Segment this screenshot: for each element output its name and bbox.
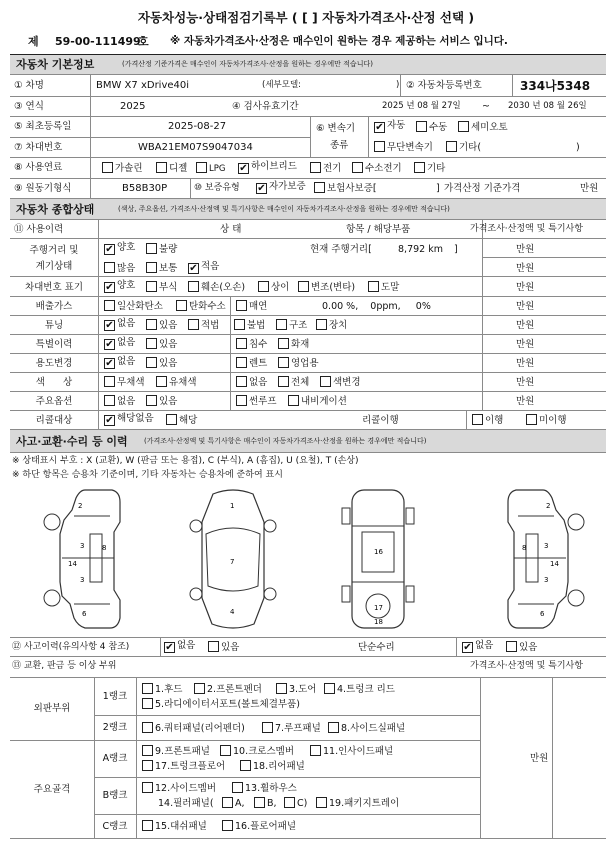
part-wheel-house[interactable]: 13.휠하우스	[232, 782, 297, 794]
vin-label: ⑦ 차대번호	[14, 142, 63, 153]
tuning-structure[interactable]: 구조	[276, 319, 307, 331]
inspection-to: 2030 년 08 월 26일	[508, 101, 587, 111]
tuning-label: 튜닝	[44, 320, 64, 331]
meter-good[interactable]: ✔양호	[104, 243, 135, 255]
transmission-label2: 종류	[330, 140, 349, 151]
part-front-panel[interactable]: 9.프론트패널	[142, 745, 210, 757]
basic-section-note: (가격산정 기준가격은 매수인이 자동차가격조사·산정을 원하는 경우에만 적습니다)	[122, 60, 373, 68]
warranty-label: ⑩ 보증유형	[194, 183, 240, 193]
checkbox-icon	[146, 281, 157, 292]
usage-change-label: 용도변경	[35, 358, 73, 369]
checkbox-icon	[146, 243, 157, 254]
checkbox-icon	[316, 319, 327, 330]
checkbox-checked-icon	[104, 415, 115, 426]
diagram-number: 7	[230, 558, 235, 566]
checkbox-icon	[142, 745, 153, 756]
checkbox-icon	[142, 683, 153, 694]
checkbox-icon	[188, 319, 199, 330]
options-yes[interactable]: 있음	[146, 395, 177, 407]
accident-history-label: ⑫ 사고이력(유의사항 4 참조)	[12, 642, 130, 652]
checkbox-icon	[446, 141, 457, 152]
part-package-tray[interactable]: 19.패키지트레이	[316, 797, 399, 809]
rank-b-label: B랭크	[102, 790, 128, 801]
inspection-period-label: ④ 검사유효기간	[232, 101, 299, 112]
color-price: 만원	[516, 377, 535, 388]
tuning-price: 만원	[516, 320, 535, 331]
accident-yes[interactable]: 있음	[208, 641, 239, 653]
recall-done-label: 리콜이행	[362, 415, 399, 426]
tuning-none[interactable]: ✔ 없음	[104, 319, 135, 331]
checkbox-icon	[316, 797, 327, 808]
options-navigation[interactable]: 내비게이션	[288, 395, 347, 407]
part-radiator-support[interactable]: 5.라디에이터서포트(볼트체결부품)	[142, 698, 300, 710]
checkbox-checked-icon	[104, 320, 115, 331]
vin-corrosion[interactable]: 부식	[146, 281, 177, 293]
diagram-number: 14	[550, 560, 559, 568]
car-right-side-diagram	[488, 486, 588, 632]
diagram-number: 17	[374, 604, 383, 612]
car-top-diagram	[188, 486, 278, 632]
base-price-unit: 만원	[580, 183, 599, 194]
trans-auto[interactable]: ✔자동	[374, 121, 405, 133]
car-frame-diagram	[338, 486, 418, 632]
base-price-label: 가격산정 기준가격	[444, 183, 521, 194]
checkbox-icon	[232, 782, 243, 793]
rank-c-label: C랭크	[102, 821, 128, 832]
checkbox-icon	[222, 797, 233, 808]
tuning-illegal[interactable]: 불법	[234, 319, 265, 331]
checkbox-icon	[176, 300, 187, 311]
checkbox-checked-icon	[104, 282, 115, 293]
usage-price: 만원	[516, 358, 535, 369]
mileage-price-1: 만원	[516, 244, 535, 255]
color-change-none[interactable]: 없음	[236, 376, 267, 388]
vin-mark-price: 만원	[516, 282, 535, 293]
transmission-label: ⑥ 변속기	[316, 123, 356, 134]
diagram-number: 8	[522, 544, 527, 552]
car-left-side-diagram	[40, 486, 140, 632]
checkbox-icon	[414, 162, 425, 173]
checkbox-icon	[278, 357, 289, 368]
checkbox-icon	[374, 141, 385, 152]
checkbox-icon	[416, 121, 427, 132]
vin: WBA21EM07S9047034	[138, 142, 253, 153]
vin-altered[interactable]: 변조(변타)	[298, 281, 355, 293]
pillar-c[interactable]: C)	[284, 797, 307, 809]
checkbox-checked-icon	[104, 339, 115, 350]
checkbox-checked-icon	[188, 263, 199, 274]
vin-smeared[interactable]: 도말	[368, 281, 399, 293]
options-label: 주요옵션	[35, 396, 73, 407]
checkbox-icon	[506, 641, 517, 652]
current-mileage: 8,792 km	[398, 244, 443, 255]
overall-section-note: (색상, 주요옵션, 가격조사·산정액 및 특기사항은 매수인이 자동차가격조사·산정을 원하는 경우에만 적습니다)	[118, 205, 450, 213]
checkbox-icon	[156, 376, 167, 387]
part-floor-panel[interactable]: 16.플로어패널	[222, 820, 296, 832]
engine-type-label: ⑨ 원동기형식	[14, 183, 72, 194]
checkbox-checked-icon	[374, 122, 385, 133]
simple-repair-label: 단순수리	[358, 642, 395, 653]
options-sunroof[interactable]: 썬루프	[236, 395, 277, 407]
checkbox-checked-icon	[164, 642, 175, 653]
accident-section-note: (가격조사·산정액 및 특기사항은 매수인이 자동차가격조사·산정을 원하는 경우에만 적습니다)	[144, 437, 427, 445]
vin-mark-label: 차대번호 표기	[24, 282, 84, 293]
checkbox-icon	[276, 683, 287, 694]
fuel-hydrogen[interactable]: 수소전기	[352, 162, 402, 174]
part-roof-panel[interactable]: 7.루프패널	[262, 722, 321, 734]
frame-price-unit: 만원	[530, 753, 549, 764]
inspection-from: 2025 년 08 월 27일	[382, 101, 461, 111]
checkbox-icon	[310, 745, 321, 756]
checkbox-icon	[298, 281, 309, 292]
special-history-label: 특별이력	[35, 339, 73, 350]
current-mileage-end: ]	[454, 244, 458, 255]
vin-damage[interactable]: 훼손(오손)	[188, 281, 245, 293]
checkbox-icon	[236, 357, 247, 368]
first-reg-date: 2025-08-27	[168, 121, 227, 132]
checkbox-icon	[320, 376, 331, 387]
outer-panel-label: 외판부위	[33, 703, 71, 714]
special-fire[interactable]: 화재	[278, 338, 309, 350]
part-cross-member[interactable]: 10.크로스멤버	[220, 745, 294, 757]
diagram-number: 4	[230, 608, 235, 616]
replacement-label: ⑬ 교환, 판금 등 이상 부위	[12, 661, 117, 671]
diagram-number: 2	[546, 502, 551, 510]
color-chromatic[interactable]: 유채색	[156, 376, 197, 388]
warranty-self[interactable]: ✔ 자가보증	[256, 182, 306, 194]
usage-yes[interactable]: 있음	[146, 357, 177, 369]
checkbox-icon	[104, 395, 115, 406]
diagram-number: 3	[544, 542, 549, 550]
tuning-legal[interactable]: 적법	[188, 319, 219, 331]
reg-no: 334나5348	[520, 79, 591, 93]
part-front-fender[interactable]: 2.프론트펜더	[194, 683, 262, 695]
pillar-b[interactable]: B,	[254, 797, 277, 809]
mileage-high[interactable]: 많음	[104, 262, 135, 274]
recall-na[interactable]: ✔ 해당없음	[104, 414, 154, 426]
vin-good[interactable]: ✔ 양호	[104, 281, 135, 293]
meter-bad[interactable]: 불량	[146, 243, 177, 255]
checkbox-icon	[288, 395, 299, 406]
fuel-other[interactable]: 기타	[414, 162, 445, 174]
part-dash-panel[interactable]: 15.대쉬패널	[142, 820, 207, 832]
color-label: 색 상	[35, 377, 73, 388]
vin-mismatch[interactable]: 상이	[258, 281, 289, 293]
engine-type: B58B30P	[122, 183, 168, 194]
checkbox-icon	[142, 722, 153, 733]
usage-rent[interactable]: 렌트	[236, 357, 267, 369]
fuel-diesel[interactable]: 디젤	[156, 162, 187, 174]
checkbox-icon	[310, 162, 321, 173]
fuel-hybrid[interactable]: ✔ 하이브리드	[238, 162, 297, 174]
diagram-number: 3	[80, 542, 85, 550]
trans-other-end: )	[576, 142, 580, 153]
checkbox-icon	[104, 300, 115, 311]
color-change[interactable]: 색변경	[320, 376, 361, 388]
record-no-suffix: 호	[138, 35, 149, 48]
checkbox-checked-icon	[104, 244, 115, 255]
model-year: 2025	[120, 101, 146, 112]
rank-2-label: 2랭크	[102, 722, 128, 733]
checkbox-icon	[236, 376, 247, 387]
inspection-tilde: ~	[482, 101, 490, 112]
form-title: 자동차성능·상태점검기록부 ( [ ] 자동차가격조사·산정 선택 )	[137, 10, 475, 25]
options-price: 만원	[516, 396, 535, 407]
checkbox-icon	[526, 414, 537, 425]
checkbox-icon	[194, 683, 205, 694]
pillar-panel-label: 14.필러패널(	[158, 798, 214, 809]
emission-smoke[interactable]: 매연	[236, 300, 267, 312]
basic-section-title: 자동차 기본정보	[16, 58, 95, 71]
part-side-sill[interactable]: 8.사이드실패널	[328, 722, 405, 734]
checkbox-icon	[220, 745, 231, 756]
checkbox-icon	[236, 300, 247, 311]
special-price: 만원	[516, 339, 535, 350]
options-none[interactable]: 없음	[104, 395, 135, 407]
part-trunk-floor[interactable]: 17.트렁크플로어	[142, 760, 225, 772]
emission-co[interactable]: 일산화탄소	[104, 300, 163, 312]
service-notice: ※ 자동차가격조사·산정은 매수인이 원하는 경우 제공하는 서비스 입니다.	[170, 35, 508, 47]
rank-a-label: A랭크	[102, 753, 128, 764]
mileage-normal[interactable]: 보통	[146, 262, 177, 274]
diagram-number: 16	[374, 548, 383, 556]
checkbox-icon	[146, 262, 157, 273]
checkbox-icon	[146, 357, 157, 368]
emission-values: 0.00 %, 0ppm, 0%	[322, 301, 431, 312]
checkbox-icon	[142, 782, 153, 793]
diagram-number: 3	[80, 576, 85, 584]
diagram-number: 6	[82, 610, 87, 618]
part-rear-panel[interactable]: 18.리어패널	[240, 760, 305, 772]
color-change-full[interactable]: 전체	[278, 376, 309, 388]
warranty-insurer[interactable]: 보험사보증[	[314, 182, 377, 194]
checkbox-icon	[222, 820, 233, 831]
mileage-label2: 계기상태	[35, 261, 73, 272]
checkbox-icon	[352, 162, 363, 173]
checkbox-icon	[328, 722, 339, 733]
tuning-yes[interactable]: 있음	[146, 319, 177, 331]
status-legend: ※ 상태표시 부호 : X (교환), W (판금 또는 용접), C (부식), A (흠집), U (요철), T (손상)	[12, 456, 359, 466]
warranty-insurer-end: ]	[436, 183, 440, 194]
record-no: 59-00-111499	[55, 35, 141, 48]
checkbox-icon	[142, 760, 153, 771]
price-header: 가격조사·산정액 및 특기사항	[470, 224, 583, 234]
trans-other[interactable]: 기타(	[446, 141, 481, 153]
checkbox-icon	[236, 338, 247, 349]
checkbox-icon	[146, 338, 157, 349]
part-inside-panel[interactable]: 11.인사이드패널	[310, 745, 393, 757]
mileage-label: 주행거리 및	[29, 245, 79, 256]
pillar-a[interactable]: A,	[222, 797, 245, 809]
tuning-device[interactable]: 장치	[316, 319, 347, 331]
overall-section-title: 자동차 종합상태	[16, 203, 95, 216]
fuel-electric[interactable]: 전기	[310, 162, 341, 174]
checkbox-icon	[276, 319, 287, 330]
emission-label: 배출가스	[35, 301, 73, 312]
checkbox-icon	[234, 319, 245, 330]
checkbox-icon	[104, 262, 115, 273]
fuel-label: ⑧ 사용연료	[14, 162, 63, 173]
checkbox-icon	[102, 162, 113, 173]
part-trunk-lid[interactable]: 4.트렁크 리드	[324, 683, 395, 695]
checkbox-checked-icon	[462, 642, 473, 653]
model-year-label: ③ 연식	[14, 101, 44, 112]
mileage-low[interactable]: ✔ 적음	[188, 262, 219, 274]
car-name: BMW X7 xDrive40i	[96, 80, 190, 91]
checkbox-checked-icon	[104, 358, 115, 369]
car-name-label: ① 차명	[14, 80, 44, 91]
vehicle-legend: ※ 하단 항목은 승용차 기준이며, 기타 자동차는 승용차에 준하여 표시	[12, 470, 283, 480]
diagram-number: 14	[68, 560, 77, 568]
recall-not-done[interactable]: 미이행	[526, 414, 567, 426]
checkbox-icon	[188, 281, 199, 292]
rank-1-label: 1랭크	[102, 691, 128, 702]
special-flood[interactable]: 침수	[236, 338, 267, 350]
repair-none[interactable]: ✔ 없음	[462, 641, 493, 653]
checkbox-icon	[258, 281, 269, 292]
part-door[interactable]: 3.도어	[276, 683, 316, 695]
use-history-header: ⑪ 사용이력	[14, 224, 64, 235]
usage-business[interactable]: 영업용	[278, 357, 319, 369]
special-yes[interactable]: 있음	[146, 338, 177, 350]
diagram-number: 6	[540, 610, 545, 618]
main-frame-label: 주요골격	[33, 784, 71, 795]
checkbox-icon	[240, 760, 251, 771]
replacement-price-header: 가격조사·산정액 및 특기사항	[470, 661, 583, 671]
special-none[interactable]: ✔ 없음	[104, 338, 135, 350]
reg-no-label: ② 자동차등록번호	[406, 80, 482, 91]
diagram-number: 2	[78, 502, 83, 510]
diagram-number: 1	[230, 502, 235, 510]
recall-label: 리콜대상	[35, 415, 73, 426]
trans-cvt[interactable]: 무단변속기	[374, 141, 433, 153]
checkbox-icon	[278, 376, 289, 387]
checkbox-icon	[146, 319, 157, 330]
checkbox-icon	[472, 414, 483, 425]
checkbox-icon	[156, 162, 167, 173]
checkbox-icon	[208, 641, 219, 652]
accident-section-title: 사고·교환·수리 등 이력	[16, 435, 128, 448]
checkbox-icon	[196, 162, 207, 173]
detail-model-label: (세부모델:	[262, 80, 302, 90]
diagram-number: 3	[544, 576, 549, 584]
state-header: 상 태	[220, 224, 242, 235]
checkbox-icon	[458, 121, 469, 132]
record-no-label: 제	[28, 35, 39, 48]
checkbox-icon	[104, 376, 115, 387]
checkbox-icon	[262, 722, 273, 733]
checkbox-icon	[236, 395, 247, 406]
checkbox-icon	[142, 698, 153, 709]
current-mileage-label: 현재 주행거리[	[310, 244, 372, 255]
detail-model-end: )	[396, 80, 400, 90]
usage-none[interactable]: ✔ 없음	[104, 357, 135, 369]
checkbox-icon	[368, 281, 379, 292]
emission-hc[interactable]: 탄화수소	[176, 300, 226, 312]
checkbox-icon	[142, 820, 153, 831]
accident-none[interactable]: ✔ 없음	[164, 641, 195, 653]
part-hood[interactable]: 1.후드	[142, 683, 182, 695]
fuel-lpg[interactable]: LPG	[196, 162, 225, 174]
trans-semi[interactable]: 세미오토	[458, 121, 508, 133]
trans-manual[interactable]: 수동	[416, 121, 447, 133]
checkbox-checked-icon	[256, 183, 267, 194]
emission-price: 만원	[516, 301, 535, 312]
item-header: 항목 / 해당부품	[346, 224, 411, 235]
diagram-number: 8	[102, 544, 107, 552]
checkbox-checked-icon	[238, 163, 249, 174]
checkbox-icon	[278, 338, 289, 349]
checkbox-icon	[166, 414, 177, 425]
checkbox-icon	[284, 797, 295, 808]
first-reg-label: ⑤ 최초등록일	[14, 121, 72, 132]
recall-done[interactable]: 이행	[472, 414, 503, 426]
checkbox-icon	[324, 683, 335, 694]
recall-yes[interactable]: 해당	[166, 414, 197, 426]
part-quarter-panel[interactable]: 6.쿼터패널(리어펜더)	[142, 722, 245, 734]
fuel-gasoline[interactable]: 가솔린	[102, 162, 143, 174]
checkbox-icon	[314, 182, 325, 193]
mileage-price-2: 만원	[516, 263, 535, 274]
checkbox-icon	[254, 797, 265, 808]
color-achromatic[interactable]: 무채색	[104, 376, 145, 388]
checkbox-icon	[146, 395, 157, 406]
part-side-member[interactable]: 12.사이드멤버	[142, 782, 216, 794]
repair-yes[interactable]: 있음	[506, 641, 537, 653]
diagram-number: 18	[374, 618, 383, 626]
